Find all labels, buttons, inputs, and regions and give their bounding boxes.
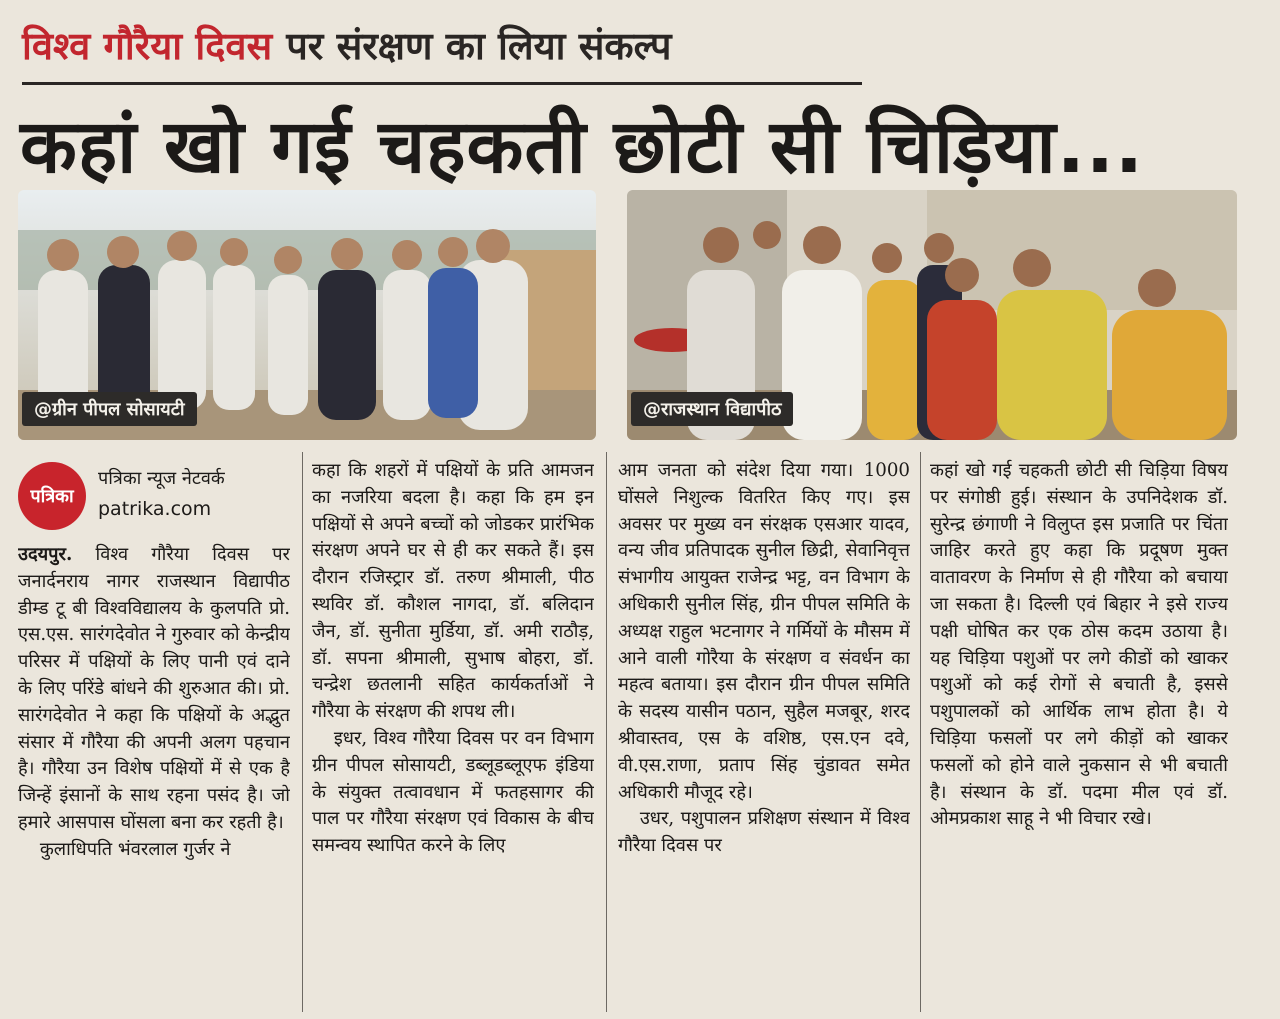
photo-green-people-society — [18, 190, 596, 440]
article-paragraph: कुलाधिपति भंवरलाल गुर्जर ने — [39, 838, 231, 860]
article-column-2 — [312, 458, 594, 1008]
photo-caption-right: @राजस्थान विद्यापीठ — [631, 392, 793, 426]
article-paragraph — [18, 542, 290, 837]
article-paragraph: उधर, पशुपालन प्रशिक्षण संस्थान में विश्व गौरैया दिवस पर — [618, 808, 910, 857]
paragraph-text: विश्व गौरैया दिवस पर जनार्दनराय नागर राजस्थान विद्यापीठ डीम्ड टू बी विश्वविद्यालय के कुलपति प्रो. एस.एस. सारंगदेवोत ने गुरुवार को केन्द्रीय परिसर में पक्षियों के लिए पानी एवं दाने के लिए परिंडे बांधने की शुरुआत की। प्रो. सारंगदेवोत ने कहा कि पक्षियों के अद्भुत संसार में गौरैया की अपनी अलग पहचान है। गौरैया उन विशेष पक्षियों में से एक है जिन्हें इंसानों के साथ रहना पसंद है। जो हमारे आसपास घोंसला बना कर रहती है। — [18, 544, 290, 833]
kicker-underline — [22, 82, 862, 85]
article-column-1 — [18, 542, 290, 1012]
patrika-logo: पत्रिका — [18, 462, 86, 530]
agency-name: पत्रिका न्यूज नेटवर्क — [98, 468, 225, 489]
kicker-headline — [22, 10, 672, 80]
article-paragraph: आम जनता को संदेश दिया गया। 1000 घोंसले निशुल्क वितरित किए गए। इस अवसर पर मुख्य वन संरक्षक एसआर यादव, वन्य जीव प्रतिपादक सुनील छिद्री, सेवानिवृत्त संभागीय आयुक्त राजेन्द्र भट्ट, वन विभाग के अधिकारी सुनील सिंह, ग्रीन पीपल समिति के अध्यक्ष राहुल भटनागर ने गर्मियों के मौसम में आने वाली गोरैया के संरक्षण व संवर्धन का महत्व बताया। इस दौरान ग्रीन पीपल समिति के सदस्य यासीन पठान, सुहैल मजबूर, शरद श्रीवास्तव, एस के वशिष्ठ, एस.एन दवे, वी.एस.राणा, प्रताप सिंह चुंडावत समेत अधिकारी मौजूद रहे। — [618, 460, 910, 803]
dateline: उदयपुर. — [18, 544, 73, 565]
photo-caption-left: @ग्रीन पीपल सोसायटी — [22, 392, 197, 426]
article-paragraph: कहा कि शहरों में पक्षियों के प्रति आमजन का नजरिया बदला है। कहा कि हम इन पक्षियों से अपने बच्चों को जोडकर प्रारंभिक संरक्षण अपने घर से ही कर सकते हैं। इस दौरान रजिस्ट्रार डॉ. तरुण श्रीमाली, पीठ स्थविर डॉ. कौशल नागदा, डॉ. बलिदान जैन, डॉ. सुनीता मुर्डिया, डॉ. अमी राठौड़, डॉ. सपना श्रीमाली, सुभाष बोहरा, डॉ. चन्द्रेश छतलानी सहित कार्यकर्ताओं ने गौरैया के संरक्षण की शपथ ली। — [312, 460, 594, 723]
main-headline: कहां खो गई चहकती छोटी सी चिड़िया... — [20, 104, 1145, 190]
column-divider — [920, 452, 921, 1012]
article-column-3 — [618, 458, 910, 1008]
article-paragraph: इधर, विश्व गौरैया दिवस पर वन विभाग ग्रीन पीपल सोसायटी, डब्लूडब्लूएफ इंडिया के संयुक्त तत्वावधान में फतहसागर की पाल पर गौरैया संरक्षण एवं विकास के बीच समन्वय स्थापित करने के लिए — [312, 727, 594, 857]
column-divider — [302, 452, 303, 1012]
article-column-4 — [930, 458, 1228, 1008]
column-divider — [606, 452, 607, 1012]
byline — [18, 458, 298, 528]
website-link: patrika.com — [98, 498, 212, 520]
article-paragraph: कहां खो गई चहकती छोटी सी चिड़िया विषय पर संगोष्ठी हुई। संस्थान के उपनिदेशक डॉ. सुरेन्द्र छंगाणी ने विलुप्त इस प्रजाति पर चिंता जाहिर करते हुए कहा कि प्रदूषण मुक्त वातावरण के निर्माण से ही गौरैया को बचाया जा सकता है। दिल्ली एवं बिहार ने इसे राज्य पक्षी घोषित कर एक ठोस कदम उठाया है। यह चिड़िया पशुओं पर लगे कीडों को खाकर पशुओं को कई रोगों से बचाती है, इससे पशुपालकों को आर्थिक लाभ होता है। ये चिड़िया फसलों पर लगे कीड़ों को खाकर फसलों को होने वाले नुकसान से भी बचाती है। संस्थान के डॉ. पदमा मील एवं डॉ. ओमप्रकाश साहू ने भी विचार रखे। — [930, 460, 1228, 830]
photo-rajasthan-vidyapeeth — [627, 190, 1237, 440]
kicker-highlight: विश्व गौरैया दिवस — [22, 24, 273, 68]
kicker-text: पर संरक्षण का लिया संकल्प — [286, 24, 672, 68]
